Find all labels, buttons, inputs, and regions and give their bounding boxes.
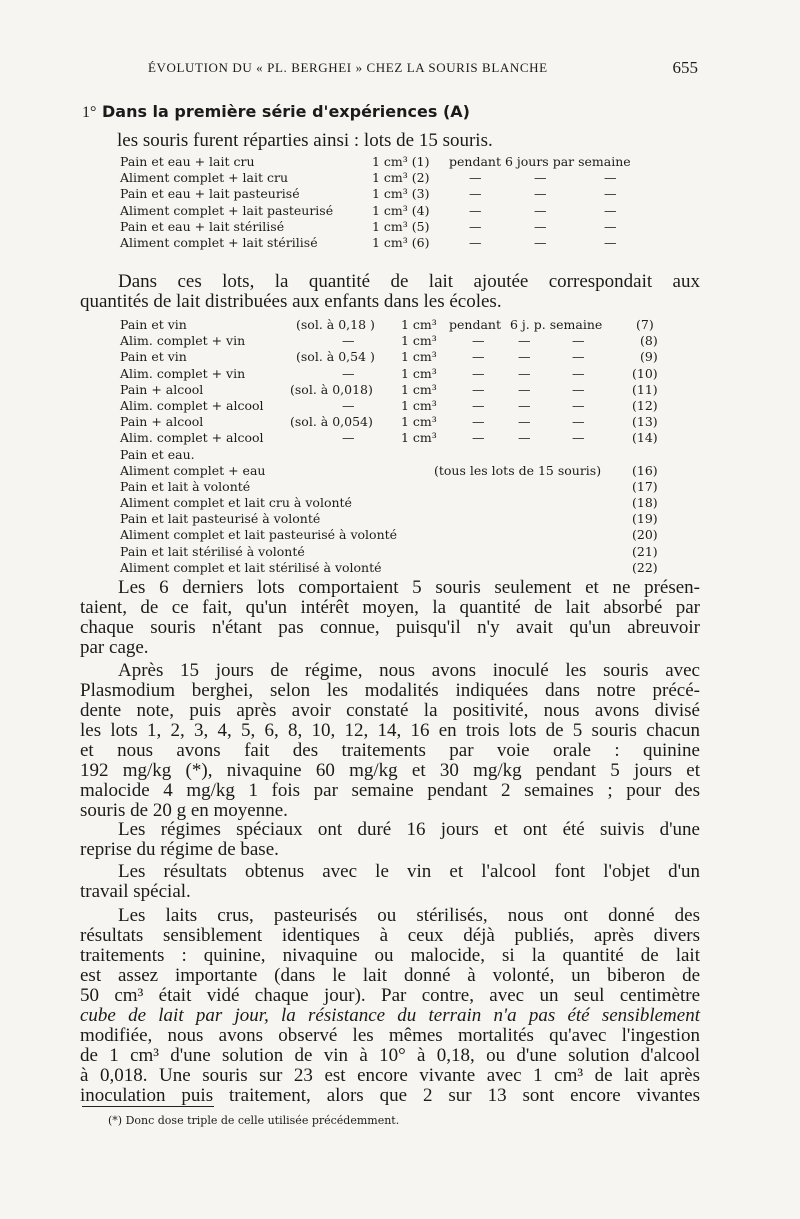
section-title: Dans la première série d'expériences (A): [101, 102, 470, 121]
text-line: modifiée, nous avons observé les mêmes mortalités qu'avec l'ingestion: [80, 1025, 700, 1046]
ditto-mark: —: [534, 218, 547, 234]
row-label: Alim. complet + alcool: [120, 397, 264, 413]
row-dose: 1 cm³ (4): [372, 202, 430, 218]
footnote: (*) Donc dose triple de celle utilisée précédemment.: [108, 1114, 400, 1127]
ditto-mark: —: [518, 381, 531, 397]
ditto-mark: —: [604, 234, 617, 250]
row-label: Aliment complet et lait pasteurisé à volonté: [120, 527, 398, 543]
text-line: et nous avons fait des traitements par voie orale : quinine: [80, 740, 700, 761]
row-label: Pain et eau + lait cru: [120, 154, 255, 169]
row-number: (16): [632, 462, 658, 478]
row-solution: (sol. à 0,018): [290, 381, 373, 397]
row-label: Alim. complet + vin: [120, 365, 246, 381]
ditto-mark: —: [472, 430, 485, 446]
row-label: Alim. complet + vin: [120, 333, 246, 349]
text-line: cube de lait par jour, la résistance du terrain n'a pas été sensiblement: [80, 1005, 700, 1026]
row-label: Pain et vin: [120, 349, 187, 365]
text-line: travail spécial.: [80, 881, 191, 902]
row-dose: 1 cm³: [401, 381, 437, 397]
text-line: taient, de ce fait, qu'un intérêt moyen, la quantité de lait absorbé par: [80, 597, 700, 618]
row-schedule-detail: 6 j. p. semaine: [510, 317, 603, 332]
row-number: (13): [632, 414, 658, 430]
ditto-mark: —: [572, 365, 585, 381]
ditto-mark: —: [472, 333, 485, 349]
row-number: (18): [632, 495, 658, 511]
paragraph: [80, 906, 700, 1106]
row-number: (20): [632, 527, 658, 543]
row-dose: 1 cm³ (6): [372, 234, 430, 250]
row-dose: 1 cm³: [401, 317, 437, 332]
text-line: les lots 1, 2, 3, 4, 5, 6, 8, 10, 12, 14, 16 en trois lots de 5 souris chacun: [80, 720, 700, 741]
text-line: quantités de lait distribuées aux enfants dans les écoles.: [80, 291, 502, 312]
row-label: Pain et vin: [120, 317, 187, 332]
row-solution: (sol. à 0,54 ): [296, 349, 375, 365]
text-line: résultats sensiblement identiques à ceux déjà publiés, après divers: [80, 925, 700, 946]
ditto-mark: —: [469, 234, 482, 250]
section-number: 1°: [82, 104, 97, 121]
ditto-mark: —: [518, 414, 531, 430]
ditto-mark: —: [469, 170, 482, 186]
row-schedule: pendant: [449, 317, 501, 332]
paragraph: [80, 820, 700, 860]
row-dose: 1 cm³: [401, 430, 437, 446]
paragraph: [80, 862, 700, 902]
running-title: ÉVOLUTION DU « PL. BERGHEI » CHEZ LA SOURIS BLANCHE: [148, 60, 548, 75]
ditto-mark: —: [518, 333, 531, 349]
ditto-mark: —: [604, 218, 617, 234]
ditto-mark: —: [342, 365, 355, 381]
ditto-mark: —: [342, 333, 355, 349]
row-label: Pain et eau + lait pasteurisé: [120, 186, 300, 202]
row-label: Aliment complet + eau: [120, 462, 266, 478]
row-number: (22): [632, 559, 658, 575]
row-dose: 1 cm³: [401, 349, 437, 365]
ditto-mark: —: [534, 186, 547, 202]
row-label: Pain et lait à volonté: [120, 478, 251, 494]
ditto-mark: —: [469, 202, 482, 218]
ditto-mark: —: [572, 414, 585, 430]
ditto-mark: —: [342, 397, 355, 413]
paragraph: [80, 661, 700, 821]
ditto-mark: —: [572, 381, 585, 397]
row-number: (9): [640, 349, 658, 365]
row-label: Pain et eau.: [120, 446, 195, 462]
row-dose: 1 cm³: [401, 365, 437, 381]
text-line: Les 6 derniers lots comportaient 5 souris seulement et ne présen-: [118, 577, 700, 598]
text-line: Plasmodium berghei, selon les modalités indiquées dans notre précé-: [80, 680, 700, 701]
row-label: Pain + alcool: [120, 381, 204, 397]
row-dose: 1 cm³ (2): [372, 170, 430, 186]
row-solution: (sol. à 0,054): [290, 414, 373, 430]
row-number: (7): [636, 317, 654, 332]
section-heading: [82, 102, 470, 122]
ditto-mark: —: [472, 414, 485, 430]
row-dose: 1 cm³: [401, 397, 437, 413]
text-line: Les résultats obtenus avec le vin et l'alcool font l'objet d'un: [118, 861, 700, 882]
ditto-mark: —: [518, 397, 531, 413]
text-line: traitements : quinine, nivaquine ou malocide, si la quantité de lait: [80, 945, 700, 966]
ditto-mark: —: [604, 186, 617, 202]
text-line: Les laits crus, pasteurisés ou stérilisés, nous ont donné des: [118, 905, 700, 926]
row-dose: 1 cm³ (1): [372, 154, 430, 169]
text-line: à 0,018. Une souris sur 23 est encore vivante avec 1 cm³ de lait après: [80, 1065, 700, 1086]
text-line: Dans ces lots, la quantité de lait ajoutée correspondait aux: [118, 271, 700, 292]
text-line: inoculation puis traitement, alors que 2 sur 13 sont encore vivantes: [80, 1085, 700, 1106]
ditto-mark: —: [472, 381, 485, 397]
ditto-mark: —: [469, 186, 482, 202]
ditto-mark: —: [518, 349, 531, 365]
running-header: [148, 58, 698, 78]
row-number: (19): [632, 511, 658, 527]
ditto-mark: —: [572, 349, 585, 365]
row-dose: 1 cm³ (3): [372, 186, 430, 202]
row-note: (tous les lots de 15 souris): [434, 462, 602, 478]
ditto-mark: —: [572, 397, 585, 413]
row-label: Aliment complet + lait pasteurisé: [120, 202, 334, 218]
row-number: (17): [632, 478, 658, 494]
intro-line: [117, 131, 737, 151]
row-solution: (sol. à 0,18 ): [296, 317, 375, 332]
ditto-mark: —: [572, 430, 585, 446]
ditto-mark: —: [518, 430, 531, 446]
ditto-mark: —: [604, 170, 617, 186]
ditto-mark: —: [534, 170, 547, 186]
paragraph: [80, 272, 700, 312]
ditto-mark: —: [572, 333, 585, 349]
text-line: est assez importante (dans le lait donné à volonté, un biberon de: [80, 965, 700, 986]
row-number: (11): [632, 381, 658, 397]
row-label: Pain et lait stérilisé à volonté: [120, 543, 305, 559]
ditto-mark: —: [534, 202, 547, 218]
row-label: Aliment complet et lait stérilisé à volonté: [120, 559, 382, 575]
row-label: Aliment complet + lait cru: [120, 170, 289, 186]
row-number: (21): [632, 543, 658, 559]
row-dose: 1 cm³: [401, 414, 437, 430]
ditto-mark: —: [518, 365, 531, 381]
text-line: Après 15 jours de régime, nous avons inoculé les souris avec: [118, 660, 700, 681]
text-line: reprise du régime de base.: [80, 839, 279, 860]
row-label: Aliment complet et lait cru à volonté: [120, 495, 352, 511]
row-label: Pain et eau + lait stérilisé: [120, 218, 285, 234]
text-line: les souris furent réparties ainsi : lots de 15 souris.: [117, 130, 493, 151]
ditto-mark: —: [604, 202, 617, 218]
row-dose: 1 cm³: [401, 333, 437, 349]
row-label: Pain + alcool: [120, 414, 204, 430]
text-line: chaque souris n'étant pas connue, puisqu'il n'y avait qu'un abreuvoir: [80, 617, 700, 638]
text-line: 50 cm³ était vidé chaque jour). Par contre, avec un seul centimètre: [80, 985, 700, 1006]
row-number: (10): [632, 365, 658, 381]
ditto-mark: —: [534, 234, 547, 250]
row-label: Alim. complet + alcool: [120, 430, 264, 446]
text-line: dente note, puis après avoir constaté la positivité, nous avons divisé: [80, 700, 700, 721]
row-number: (8): [640, 333, 658, 349]
row-label: Aliment complet + lait stérilisé: [120, 234, 318, 250]
footnote-rule: [82, 1106, 214, 1107]
ditto-mark: —: [472, 349, 485, 365]
text-line: souris de 20 g en moyenne.: [80, 800, 288, 821]
ditto-mark: —: [469, 218, 482, 234]
ditto-mark: —: [342, 430, 355, 446]
text-line: 192 mg/kg (*), nivaquine 60 mg/kg et 30 mg/kg pendant 5 jours et: [80, 760, 700, 781]
text-line: Les régimes spéciaux ont duré 16 jours et ont été suivis d'une: [118, 819, 700, 840]
row-number: (14): [632, 430, 658, 446]
row-number: (12): [632, 397, 658, 413]
ditto-mark: —: [472, 365, 485, 381]
text-line: malocide 4 mg/kg 1 fois par semaine pendant 2 semaines ; pour des: [80, 780, 700, 801]
text-line: par cage.: [80, 637, 149, 658]
page-number: 655: [672, 58, 698, 77]
row-label: Pain et lait pasteurisé à volonté: [120, 511, 321, 527]
row-schedule: pendant 6 jours par semaine: [449, 154, 631, 169]
ditto-mark: —: [472, 397, 485, 413]
text-line: de 1 cm³ d'une solution de vin à 10° à 0,18, ou d'une solution d'alcool: [80, 1045, 700, 1066]
paragraph: [80, 578, 700, 658]
row-dose: 1 cm³ (5): [372, 218, 430, 234]
